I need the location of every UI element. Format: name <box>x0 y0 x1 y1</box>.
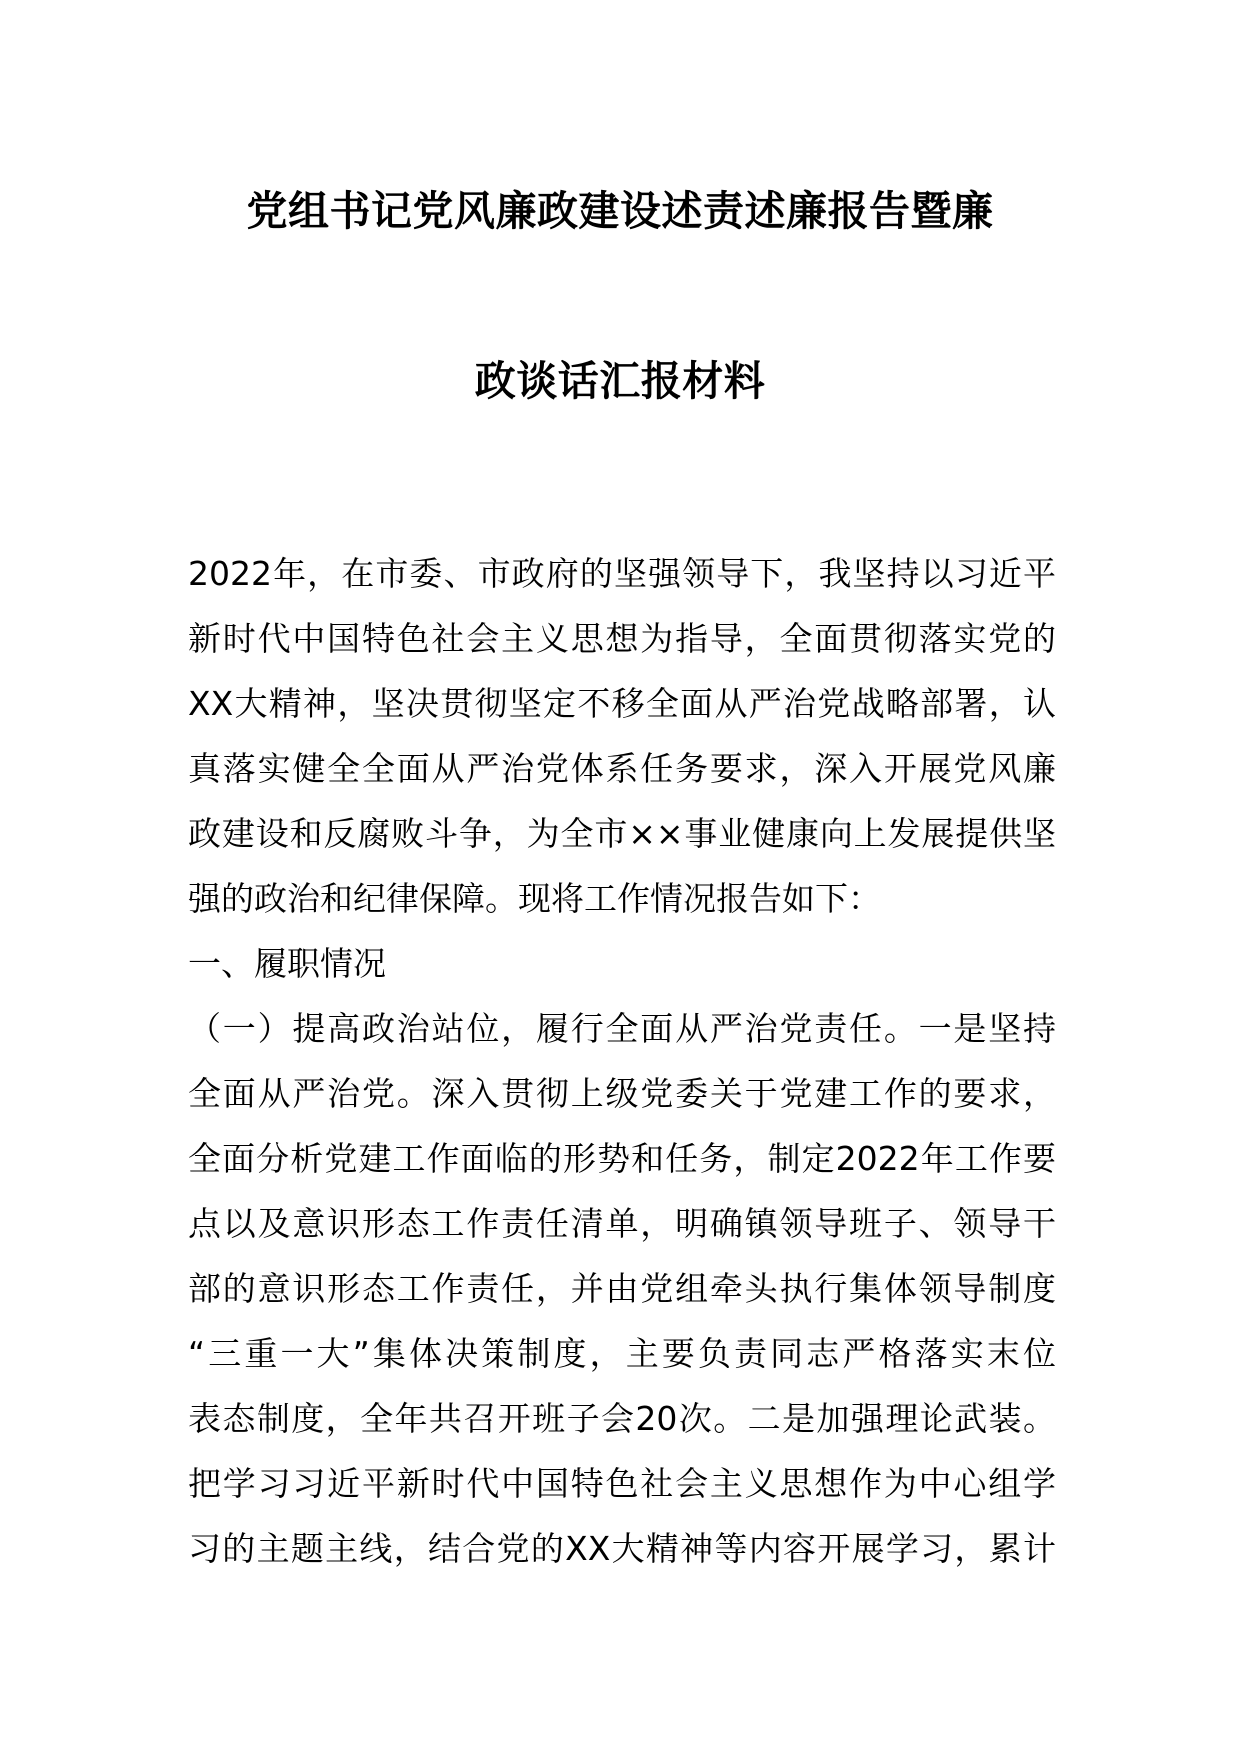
body-line-text: 政建设和反腐败斗争，为全市××事业健康向上发展提供坚 <box>188 814 1056 853</box>
body-line-text: 全面从严治党。深入贯彻上级党委关于党建工作的要求， <box>188 1074 1056 1113</box>
body-line-text: 部的意识形态工作责任，并由党组牵头执行集体领导制度 <box>188 1269 1056 1308</box>
body-line-text: 表态制度，全年共召开班子会20次。二是加强理论武装。 <box>188 1399 1056 1438</box>
body-line-text: 强的政治和纪律保障。现将工作情况报告如下： <box>188 879 881 918</box>
body-line-text: “三重一大”集体决策制度，主要负责同志严格落实末位 <box>188 1334 1056 1373</box>
body-line-text: 习的主题主线，结合党的XX大精神等内容开展学习，累计 <box>188 1529 1056 1568</box>
section-heading-text: 一、履职情况 <box>188 944 386 983</box>
body-line-text: 全面分析党建工作面临的形势和任务，制定2022年工作要 <box>188 1139 1056 1178</box>
body-line-text: XX大精神，坚决贯彻坚定不移全面从严治党战略部署，认 <box>188 684 1056 723</box>
body-line-text: （一）提高政治站位，履行全面从严治党责任。一是坚持 <box>188 1009 1056 1048</box>
body-line-text: 真落实健全全面从严治党体系任务要求，深入开展党风廉 <box>188 749 1056 788</box>
body-line-text: 新时代中国特色社会主义思想为指导，全面贯彻落实党的 <box>188 619 1056 658</box>
document-title-line-2: 政谈话汇报材料 <box>474 357 766 405</box>
body-line-text: 把学习习近平新时代中国特色社会主义思想作为中心组学 <box>188 1464 1056 1503</box>
body-line-text: 2022年，在市委、市政府的坚强领导下，我坚持以习近平 <box>188 554 1056 593</box>
document-title-line-1: 党组书记党风廉政建设述责述廉报告暨廉 <box>246 187 994 235</box>
body-line-text: 点以及意识形态工作责任清单，明确镇领导班子、领导干 <box>188 1204 1056 1243</box>
